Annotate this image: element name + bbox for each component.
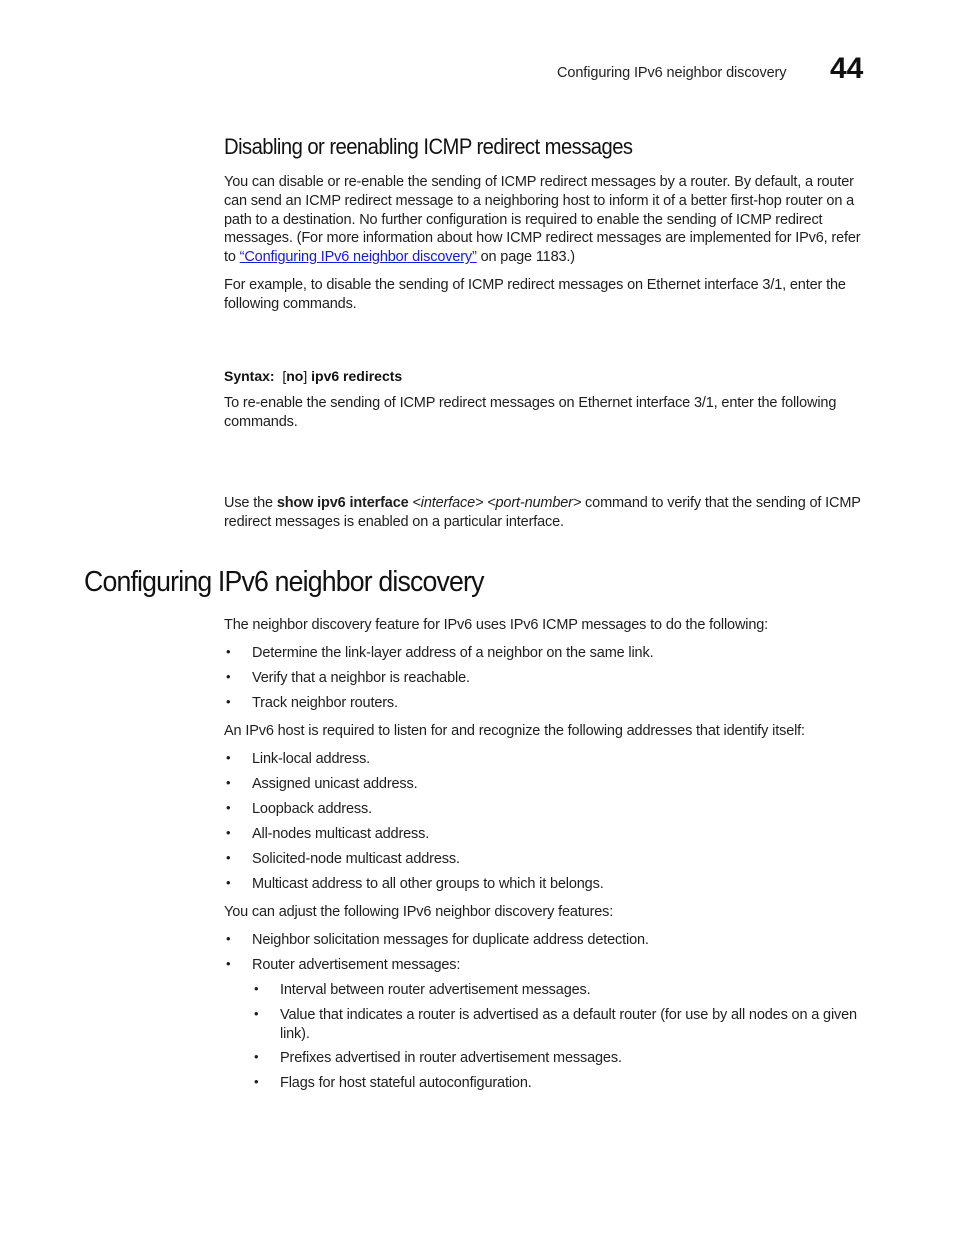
paragraph-nd-intro: The neighbor discovery feature for IPv6 uses IPv6 ICMP messages to do the following: — [224, 617, 769, 633]
command-name: show ipv6 interface — [276, 495, 409, 511]
syntax-command: ipv6 redirects — [311, 368, 403, 384]
syntax-keyword-no: no — [286, 368, 304, 384]
bullet-icon: • — [226, 875, 231, 890]
command-arguments: <interface> <port-number> — [408, 495, 582, 511]
paragraph-text: Use the — [224, 495, 277, 511]
paragraph-adjust-features: You can adjust the following IPv6 neighbor discovery features: — [224, 904, 614, 920]
bullet-icon: • — [226, 644, 231, 659]
section-heading-neighbor-discovery: Configuring IPv6 neighbor discovery — [84, 566, 484, 598]
bullet-icon: • — [226, 825, 231, 840]
running-header-title: Configuring IPv6 neighbor discovery — [557, 65, 787, 81]
paragraph-text: You can disable or re-enable the sending of ICMP redirect messages by a router. By default, a router can send an ICMP redirect message to a neighboring host to inform it of a better first-hop router on a path to a destination. No further configuration is required to enable the sending of ICMP redirect messages. (For more information about how ICMP redirect messages are implemented for IPv6, refer to — [224, 174, 861, 266]
syntax-bracket-close: ] — [303, 368, 308, 384]
paragraph-show-command — [224, 494, 874, 532]
bullet-icon: • — [226, 694, 231, 709]
syntax-bracket-open: [ — [282, 368, 287, 384]
syntax-label: Syntax: — [224, 368, 275, 384]
paragraph-text: on page 1183.) — [476, 249, 575, 266]
bullet-icon: • — [226, 669, 231, 684]
paragraph-text: command to verify that the sending of ICMP redirect messages is enabled on a particular interface. — [224, 495, 861, 530]
bullet-icon: • — [254, 981, 259, 996]
bullet-icon: • — [226, 956, 231, 971]
syntax-line — [224, 368, 402, 384]
paragraph-host-addresses: An IPv6 host is required to listen for and recognize the following addresses that identify itself: — [224, 723, 805, 739]
bullet-icon: • — [226, 800, 231, 815]
cross-reference-link[interactable]: “Configuring IPv6 neighbor discovery” — [239, 249, 477, 266]
paragraph-icmp-intro — [224, 173, 874, 267]
bullet-icon: • — [226, 850, 231, 865]
bullet-icon: • — [254, 1049, 259, 1064]
section-heading-icmp-redirect: Disabling or reenabling ICMP redirect messages — [224, 134, 633, 159]
chapter-number: 44 — [830, 52, 864, 85]
paragraph-disable-example: For example, to disable the sending of ICMP redirect messages on Ethernet interface 3/1, enter the following commands. — [224, 277, 846, 312]
bullet-icon: • — [254, 1074, 259, 1089]
paragraph-reenable-example: To re-enable the sending of ICMP redirect messages on Ethernet interface 3/1, enter the following commands. — [224, 395, 837, 430]
bullet-icon: • — [226, 931, 231, 946]
bullet-icon: • — [254, 1006, 259, 1021]
bullet-icon: • — [226, 750, 231, 765]
bullet-icon: • — [226, 775, 231, 790]
